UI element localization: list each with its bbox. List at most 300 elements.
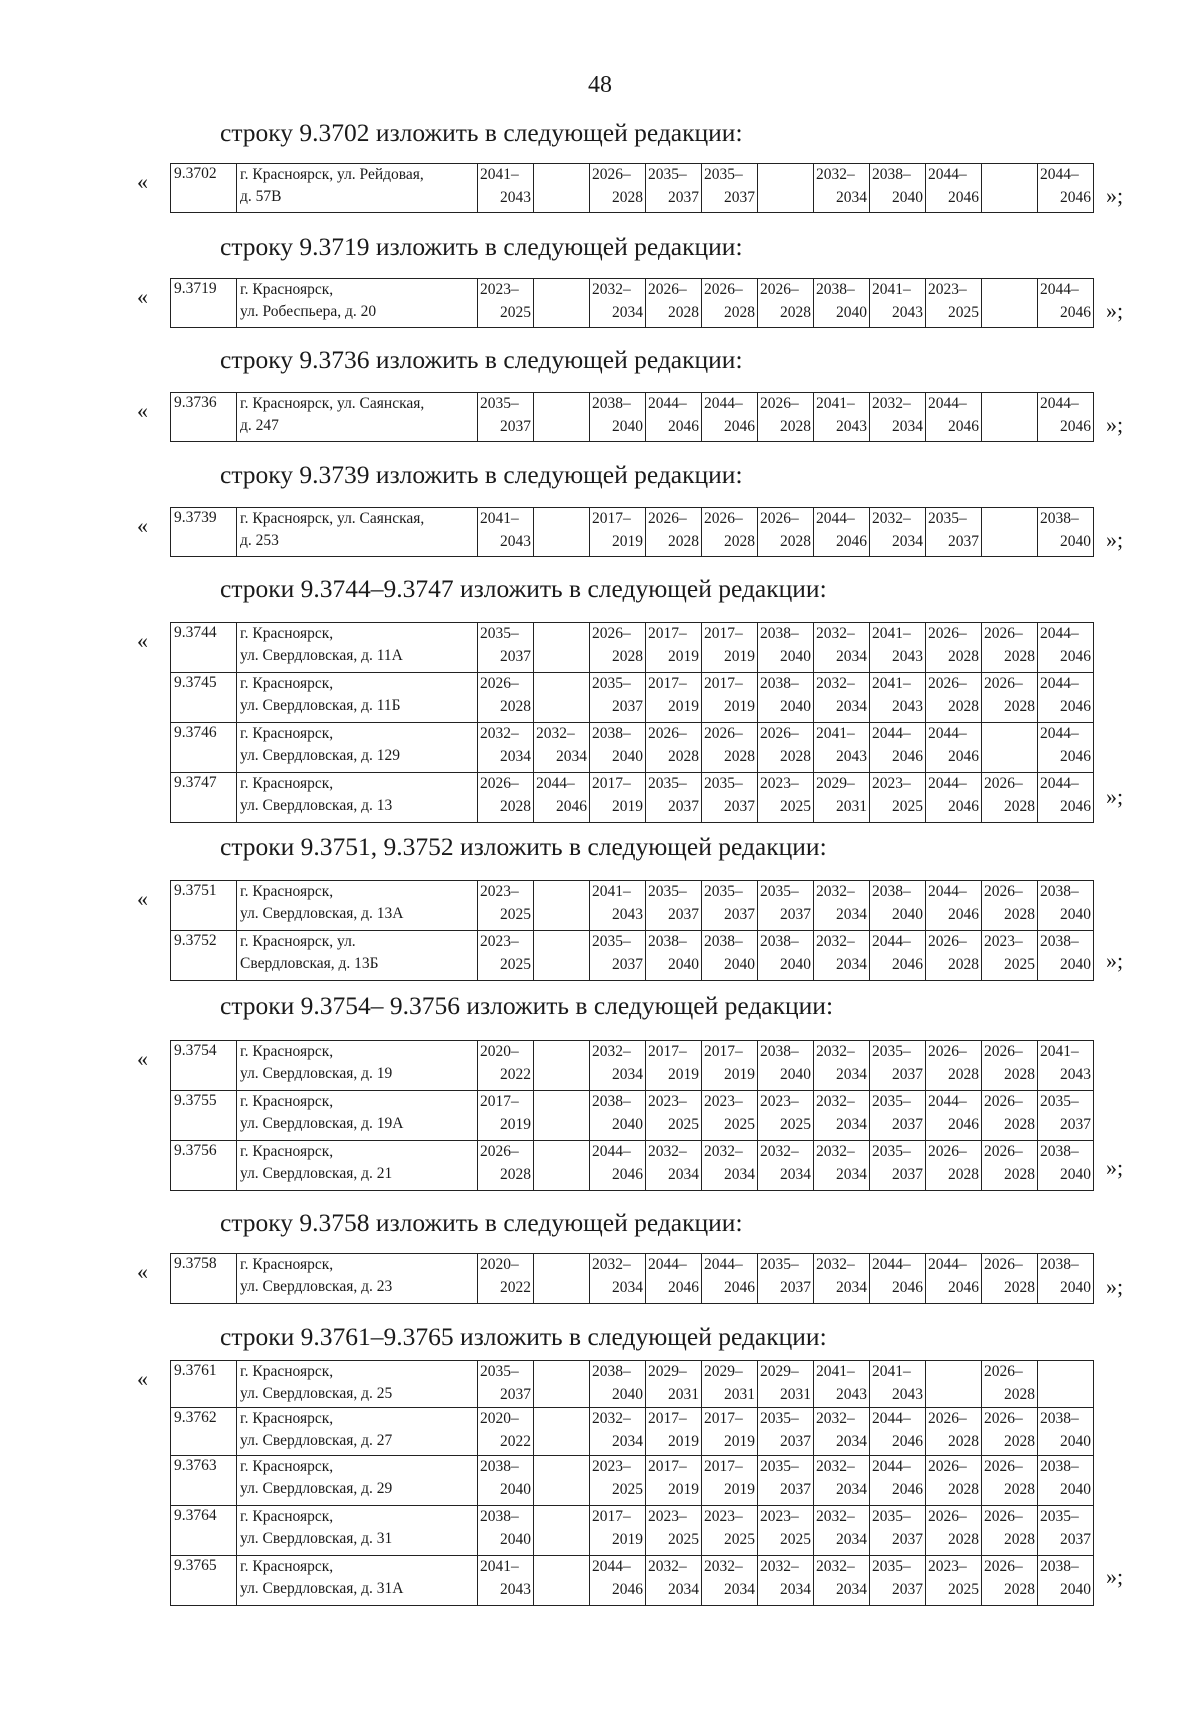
empty-cell <box>1038 1361 1094 1408</box>
address-line-2: ул. Робеспьера, д. 20 <box>240 302 377 320</box>
period-start: 2044– <box>536 775 575 792</box>
period-end: 2025 <box>724 1531 755 1548</box>
period-end: 2025 <box>780 1531 811 1548</box>
period-end: 2043 <box>892 1386 923 1403</box>
period-end: 2034 <box>724 1581 755 1598</box>
period-cell <box>590 1506 646 1556</box>
period-cell <box>590 1141 646 1191</box>
period-cell <box>814 1141 870 1191</box>
period-start: 2038– <box>872 883 911 900</box>
period-end: 2046 <box>668 418 699 435</box>
period-start: 2026– <box>760 725 799 742</box>
period-start: 2041– <box>1040 1043 1079 1060</box>
period-start: 2035– <box>760 1256 799 1273</box>
table-row <box>171 723 1094 773</box>
period-end: 2037 <box>724 798 755 815</box>
period-end: 2046 <box>892 1481 923 1498</box>
period-end: 2028 <box>948 956 979 973</box>
opening-quote: « <box>137 1046 148 1071</box>
address-line-1: г. Красноярск, <box>240 725 334 742</box>
period-start: 2035– <box>704 883 743 900</box>
period-start: 2026– <box>480 1143 519 1160</box>
period-start: 2044– <box>872 1458 911 1475</box>
period-cell <box>590 508 646 557</box>
period-end: 2040 <box>1060 1166 1091 1183</box>
address-line-2: ул. Свердловская, д. 19А <box>240 1114 404 1132</box>
period-start: 2023– <box>648 1508 687 1525</box>
period-cell <box>478 1408 534 1456</box>
table-row <box>171 931 1094 981</box>
address-line-1: г. Красноярск, <box>240 1410 334 1427</box>
period-cell <box>926 773 982 823</box>
period-cell <box>702 1408 758 1456</box>
period-start: 2026– <box>648 725 687 742</box>
address-cell <box>237 1141 478 1191</box>
period-cell <box>870 279 926 328</box>
period-end: 2025 <box>668 1531 699 1548</box>
row-number: 9.3747 <box>171 773 237 823</box>
opening-quote: « <box>137 169 148 194</box>
period-end: 2028 <box>500 798 531 815</box>
period-start: 2032– <box>704 1558 743 1575</box>
period-cell <box>646 1506 702 1556</box>
period-start: 2041– <box>480 1558 519 1575</box>
period-start: 2032– <box>760 1558 799 1575</box>
period-end: 2019 <box>500 1116 531 1133</box>
table-row <box>171 1254 1094 1304</box>
empty-cell <box>534 393 590 442</box>
address-line-2: ул. Свердловская, д. 29 <box>240 1479 393 1497</box>
period-cell <box>590 1408 646 1456</box>
period-cell <box>870 1141 926 1191</box>
address-cell <box>237 1456 478 1506</box>
period-start: 2029– <box>760 1363 799 1380</box>
row-number: 9.3719 <box>171 279 237 328</box>
period-cell <box>814 881 870 931</box>
period-end: 2028 <box>612 189 643 206</box>
period-end: 2037 <box>668 906 699 923</box>
period-start: 2023– <box>760 1093 799 1110</box>
period-cell <box>870 881 926 931</box>
period-start: 2023– <box>480 281 519 298</box>
period-start: 2038– <box>816 281 855 298</box>
period-cell <box>870 164 926 213</box>
period-end: 2034 <box>836 1279 867 1296</box>
period-start: 2044– <box>928 775 967 792</box>
period-end: 2028 <box>1004 798 1035 815</box>
period-cell <box>646 1408 702 1456</box>
period-cell <box>758 723 814 773</box>
period-cell <box>814 723 870 773</box>
period-end: 2046 <box>1060 304 1091 321</box>
empty-cell <box>534 881 590 931</box>
period-cell <box>758 673 814 723</box>
table-row <box>171 881 1094 931</box>
period-end: 2028 <box>948 1531 979 1548</box>
row-number: 9.3764 <box>171 1506 237 1556</box>
closing-quote: »; <box>1106 1564 1124 1589</box>
period-start: 2032– <box>872 395 911 412</box>
period-cell <box>646 1361 702 1408</box>
period-end: 2019 <box>724 698 755 715</box>
period-end: 2046 <box>948 1116 979 1133</box>
period-end: 2028 <box>948 1066 979 1083</box>
period-cell <box>646 508 702 557</box>
period-start: 2032– <box>816 625 855 642</box>
period-start: 2017– <box>704 625 743 642</box>
period-end: 2019 <box>612 798 643 815</box>
period-cell <box>590 1361 646 1408</box>
period-end: 2034 <box>836 906 867 923</box>
address-line-1: г. Красноярск, ул. Саянская, <box>240 395 425 412</box>
period-start: 2032– <box>760 1143 799 1160</box>
period-cell <box>982 1141 1038 1191</box>
row-number: 9.3752 <box>171 931 237 981</box>
period-end: 2037 <box>780 906 811 923</box>
page-number: 48 <box>588 72 612 98</box>
period-end: 2025 <box>948 304 979 321</box>
period-start: 2038– <box>592 1363 631 1380</box>
period-cell <box>702 1254 758 1304</box>
period-start: 2026– <box>928 1143 967 1160</box>
period-cell <box>926 931 982 981</box>
period-end: 2022 <box>500 1066 531 1083</box>
period-end: 2037 <box>948 533 979 550</box>
period-end: 2028 <box>1004 698 1035 715</box>
period-end: 2040 <box>668 956 699 973</box>
period-end: 2037 <box>1060 1531 1091 1548</box>
period-end: 2025 <box>780 1116 811 1133</box>
period-end: 2028 <box>1004 1279 1035 1296</box>
amendment-table <box>170 163 1094 213</box>
period-end: 2040 <box>836 304 867 321</box>
period-end: 2037 <box>500 648 531 665</box>
period-cell <box>814 1506 870 1556</box>
period-start: 2035– <box>480 625 519 642</box>
period-cell <box>478 723 534 773</box>
address-line-1: г. Красноярск, <box>240 281 334 298</box>
period-end: 2037 <box>668 798 699 815</box>
period-end: 2046 <box>1060 648 1091 665</box>
period-start: 2041– <box>816 395 855 412</box>
period-start: 2035– <box>872 1143 911 1160</box>
address-line-2: ул. Свердловская, д. 23 <box>240 1277 393 1295</box>
table-row <box>171 1456 1094 1506</box>
period-end: 2028 <box>948 1433 979 1450</box>
period-cell <box>1038 1041 1094 1091</box>
period-start: 2044– <box>1040 775 1079 792</box>
address-line-1: г. Красноярск, <box>240 1143 334 1160</box>
period-end: 2028 <box>948 1166 979 1183</box>
period-cell <box>926 279 982 328</box>
period-end: 2028 <box>1004 1116 1035 1133</box>
period-cell <box>702 881 758 931</box>
period-end: 2037 <box>500 1386 531 1403</box>
period-cell <box>758 1141 814 1191</box>
period-start: 2038– <box>1040 883 1079 900</box>
row-number: 9.3736 <box>171 393 237 442</box>
period-end: 2019 <box>612 533 643 550</box>
row-number: 9.3745 <box>171 673 237 723</box>
period-cell <box>478 773 534 823</box>
row-number: 9.3756 <box>171 1141 237 1191</box>
period-start: 2035– <box>872 1558 911 1575</box>
period-start: 2032– <box>592 281 631 298</box>
period-cell <box>478 1361 534 1408</box>
period-end: 2019 <box>724 648 755 665</box>
period-end: 2037 <box>780 1433 811 1450</box>
period-cell <box>702 623 758 673</box>
period-start: 2035– <box>704 166 743 183</box>
period-start: 2035– <box>480 395 519 412</box>
period-cell <box>534 723 590 773</box>
period-cell <box>646 164 702 213</box>
period-start: 2035– <box>1040 1093 1079 1110</box>
period-cell <box>814 1041 870 1091</box>
period-cell <box>758 1254 814 1304</box>
period-end: 2037 <box>724 906 755 923</box>
period-start: 2044– <box>872 1410 911 1427</box>
table-row <box>171 1091 1094 1141</box>
period-end: 2046 <box>948 748 979 765</box>
period-start: 2017– <box>704 675 743 692</box>
period-start: 2041– <box>872 675 911 692</box>
empty-cell <box>534 1361 590 1408</box>
period-end: 2040 <box>892 189 923 206</box>
period-end: 2019 <box>668 698 699 715</box>
period-end: 2034 <box>836 698 867 715</box>
period-end: 2043 <box>612 906 643 923</box>
address-line-2: ул. Свердловская, д. 31 <box>240 1529 393 1547</box>
period-cell <box>758 773 814 823</box>
period-end: 2046 <box>892 956 923 973</box>
period-start: 2026– <box>984 1410 1023 1427</box>
row-number: 9.3702 <box>171 164 237 213</box>
period-start: 2017– <box>704 1410 743 1427</box>
period-start: 2023– <box>480 933 519 950</box>
period-end: 2046 <box>1060 748 1091 765</box>
period-start: 2026– <box>480 775 519 792</box>
period-end: 2046 <box>724 418 755 435</box>
table-row <box>171 279 1094 328</box>
period-start: 2038– <box>1040 1558 1079 1575</box>
period-cell <box>702 393 758 442</box>
period-start: 2032– <box>592 1256 631 1273</box>
section-heading: строку 9.3739 изложить в следующей редакции: <box>220 460 743 489</box>
period-start: 2026– <box>648 281 687 298</box>
period-start: 2041– <box>872 625 911 642</box>
period-cell <box>758 1456 814 1506</box>
period-end: 2019 <box>724 1481 755 1498</box>
period-end: 2025 <box>724 1116 755 1133</box>
closing-quote: »; <box>1106 298 1124 323</box>
period-start: 2041– <box>592 883 631 900</box>
period-end: 2028 <box>1004 906 1035 923</box>
period-cell <box>926 723 982 773</box>
period-start: 2032– <box>816 1410 855 1427</box>
address-line-1: г. Красноярск, <box>240 1363 334 1380</box>
period-cell <box>814 279 870 328</box>
period-start: 2023– <box>984 933 1023 950</box>
period-cell <box>590 931 646 981</box>
address-line-1: г. Красноярск, <box>240 1558 334 1575</box>
amendment-table <box>170 392 1094 442</box>
period-end: 2028 <box>668 748 699 765</box>
period-start: 2032– <box>816 1093 855 1110</box>
period-end: 2043 <box>836 748 867 765</box>
period-cell <box>758 1408 814 1456</box>
opening-quote: « <box>137 284 148 309</box>
period-start: 2044– <box>648 1256 687 1273</box>
table-row <box>171 623 1094 673</box>
period-start: 2026– <box>592 166 631 183</box>
empty-cell <box>982 164 1038 213</box>
period-start: 2038– <box>1040 1256 1079 1273</box>
period-start: 2032– <box>536 725 575 742</box>
period-start: 2017– <box>592 510 631 527</box>
period-start: 2032– <box>480 725 519 742</box>
closing-quote: »; <box>1106 1274 1124 1299</box>
period-start: 2044– <box>928 395 967 412</box>
amendment-table <box>170 1253 1094 1304</box>
period-end: 2034 <box>836 189 867 206</box>
period-cell <box>590 723 646 773</box>
address-line-2: ул. Свердловская, д. 25 <box>240 1384 393 1402</box>
period-start: 2032– <box>816 1558 855 1575</box>
period-cell <box>982 1456 1038 1506</box>
period-cell <box>926 508 982 557</box>
empty-cell <box>534 673 590 723</box>
address-line-2: ул. Свердловская, д. 13А <box>240 904 404 922</box>
table-row <box>171 1041 1094 1091</box>
period-cell <box>478 1556 534 1606</box>
period-end: 2040 <box>1060 1433 1091 1450</box>
period-start: 2044– <box>872 725 911 742</box>
row-number: 9.3751 <box>171 881 237 931</box>
period-start: 2032– <box>816 1508 855 1525</box>
period-end: 2040 <box>780 648 811 665</box>
period-cell <box>702 773 758 823</box>
period-end: 2046 <box>892 1279 923 1296</box>
amendment-table <box>170 507 1094 557</box>
period-start: 2029– <box>816 775 855 792</box>
period-end: 2031 <box>724 1386 755 1403</box>
period-start: 2044– <box>872 933 911 950</box>
period-cell <box>702 164 758 213</box>
period-start: 2023– <box>592 1458 631 1475</box>
table-row <box>171 1408 1094 1456</box>
empty-cell <box>534 623 590 673</box>
period-cell <box>702 931 758 981</box>
period-start: 2026– <box>984 625 1023 642</box>
period-cell <box>982 881 1038 931</box>
empty-cell <box>534 1041 590 1091</box>
period-end: 2046 <box>948 189 979 206</box>
period-cell <box>478 1456 534 1506</box>
period-end: 2040 <box>500 1481 531 1498</box>
period-cell <box>702 1556 758 1606</box>
period-cell <box>870 773 926 823</box>
period-start: 2023– <box>480 883 519 900</box>
period-cell <box>702 1506 758 1556</box>
period-end: 2028 <box>500 1166 531 1183</box>
empty-cell <box>534 1506 590 1556</box>
period-end: 2028 <box>1004 1166 1035 1183</box>
period-cell <box>478 393 534 442</box>
period-end: 2025 <box>780 798 811 815</box>
period-end: 2019 <box>724 1433 755 1450</box>
period-end: 2040 <box>612 748 643 765</box>
period-end: 2028 <box>1004 1386 1035 1403</box>
closing-quote: »; <box>1106 948 1124 973</box>
table-row <box>171 1141 1094 1191</box>
period-end: 2019 <box>612 1531 643 1548</box>
period-cell <box>870 508 926 557</box>
address-line-2: д. 57В <box>240 187 282 205</box>
address-cell <box>237 773 478 823</box>
period-end: 2025 <box>1004 956 1035 973</box>
period-end: 2046 <box>668 1279 699 1296</box>
period-cell <box>646 773 702 823</box>
empty-cell <box>982 279 1038 328</box>
row-number: 9.3755 <box>171 1091 237 1141</box>
table-row <box>171 1556 1094 1606</box>
period-cell <box>870 673 926 723</box>
period-end: 2046 <box>1060 698 1091 715</box>
period-start: 2041– <box>872 1363 911 1380</box>
period-start: 2026– <box>704 281 743 298</box>
address-line-2: ул. Свердловская, д. 129 <box>240 746 400 764</box>
period-end: 2046 <box>948 1279 979 1296</box>
period-end: 2028 <box>668 533 699 550</box>
period-end: 2019 <box>724 1066 755 1083</box>
period-cell <box>1038 723 1094 773</box>
period-start: 2035– <box>760 1458 799 1475</box>
address-line-2: ул. Свердловская, д. 21 <box>240 1164 393 1182</box>
address-line-1: г. Красноярск, ул. Саянская, <box>240 510 425 527</box>
table-row <box>171 773 1094 823</box>
period-start: 2038– <box>1040 933 1079 950</box>
period-start: 2032– <box>648 1558 687 1575</box>
period-end: 2037 <box>780 1279 811 1296</box>
period-cell <box>702 723 758 773</box>
period-cell <box>590 393 646 442</box>
period-cell <box>590 1091 646 1141</box>
period-cell <box>814 508 870 557</box>
period-cell <box>1038 508 1094 557</box>
period-end: 2046 <box>1060 418 1091 435</box>
period-start: 2026– <box>984 1043 1023 1060</box>
period-cell <box>926 1041 982 1091</box>
period-start: 2026– <box>704 510 743 527</box>
period-end: 2040 <box>780 956 811 973</box>
address-line-1: г. Красноярск, <box>240 1256 334 1273</box>
period-cell <box>814 1254 870 1304</box>
period-end: 2034 <box>612 1433 643 1450</box>
period-end: 2037 <box>612 956 643 973</box>
period-cell <box>982 1408 1038 1456</box>
period-cell <box>982 673 1038 723</box>
period-end: 2034 <box>668 1166 699 1183</box>
period-start: 2026– <box>760 510 799 527</box>
address-cell <box>237 1361 478 1408</box>
period-end: 2028 <box>948 1481 979 1498</box>
period-end: 2043 <box>500 1581 531 1598</box>
period-cell <box>982 1361 1038 1408</box>
period-cell <box>870 1456 926 1506</box>
period-end: 2037 <box>892 1066 923 1083</box>
period-end: 2037 <box>892 1116 923 1133</box>
